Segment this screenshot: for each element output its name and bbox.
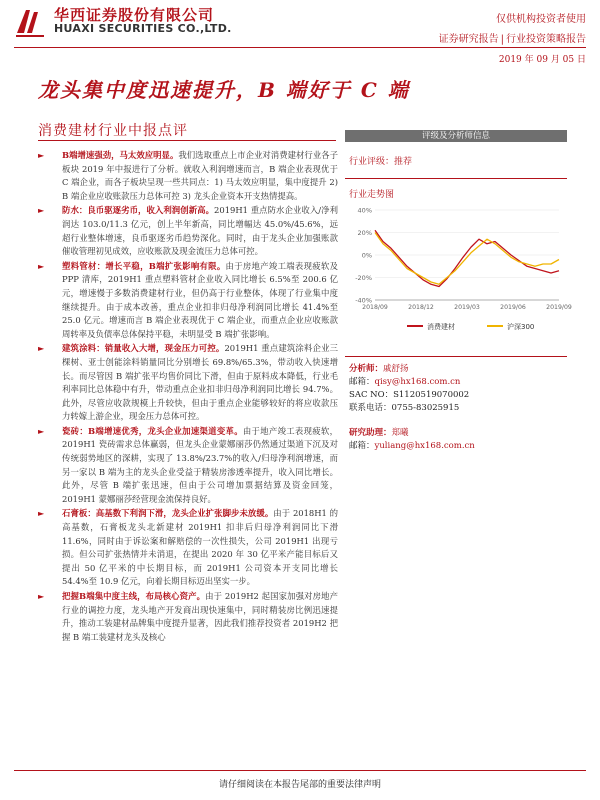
paragraph-highlight: 防水：良币驱逐劣币，收入利润创新高。 [62, 205, 215, 216]
chart-title: 行业走势图 [349, 190, 395, 200]
series-line-industry [375, 230, 559, 286]
paragraph-body: 由于 2019H2 起国家加强对房地产行业的调控力度，龙头地产开发商出现快速集中，同时精装房比例迅速提升，推动工装建材品牌集中度提升显著，因此我们推荐投资者 2019H2 把握 B 端工装建材龙头及核心 [62, 591, 338, 642]
paragraph-body: 由于地产竣工表现疲软，2019H1 瓷砖需求总体赢弱，但龙头企业蒙娜丽莎仍然通过渠道下沉及对传统弱势地区的深耕，实现了 13.8%/23.7%的收入/归母净利润增速，而另一家以 B 端为主的龙头企业受益于精装房渗透率提升，收入同比增长。此外，尽管 B 端扩张迅速，但由于公司增加票据结算及资金回笼，2019H1 蒙娜丽莎经营现金流保持良好。 [62, 425, 338, 504]
analyst-info [345, 363, 567, 453]
paragraph [38, 425, 338, 507]
paragraph-body: 由于 2018H1 的高基数，石膏板龙头北新建材 2019H1 扣非后归母净利润同比下滑 11.6%，同时由于诉讼案和解赔偿的一次性损失，公司 2019H1 出现亏损。但公司扩张热情并未消退，在提出 2020 年 30 亿平米产能目标后又提出 50 亿平米的中长期目标，而 2019H1 公司资本开支同比增长 54.4%至 10.9 亿元，向着长期目标迈出坚实一步。 [62, 508, 338, 587]
paragraph-body: 由于房地产竣工端表现疲软及 PPP 清库，2019H1 重点塑料管材企业收入同比增长 6.5%至 200.6 亿元，增速慢于多数消费建材行业，但仍高于行业整体，体现了行业集中度继续提升。由于成本改善，重点企业扣非归母净利润同比增长 41.4%至 25.0 亿元。增速而言 B 端企业表现优于 C 端企业，而重点企业应收账款周转率及负债率总体保持平稳，未明显受 B 端扩张影响。 [62, 260, 339, 339]
section-title: 消费建材行业中报点评 [38, 123, 188, 139]
company-name-en: HUAXI SECURITIES CO.,LTD. [54, 22, 232, 35]
series-line-index [375, 233, 559, 285]
y-tick-label: 0% [361, 251, 372, 260]
phone-label: 联系电话： [349, 403, 392, 413]
paragraph [38, 260, 338, 342]
y-tick-label: -20% [355, 274, 372, 282]
analyst-email-row [349, 376, 567, 389]
analyst-sac-row [349, 389, 567, 402]
x-tick-label: 2019/03 [454, 304, 480, 311]
y-tick-label: -40% [355, 296, 372, 305]
paragraph [38, 507, 338, 589]
assistant-name: 郑曦 [391, 428, 409, 438]
report-body [38, 149, 338, 645]
report-subtype: 行业投资策略报告 [506, 34, 586, 45]
paragraph-body: 我们选取重点上市企业对消费建材行业各子板块 2019 年中报进行了分析。就收入利润增速而言，B 端企业表现优于 C 端企业，而各子板块呈现一些共同点：1) 马太效应明显，集中度提升 2) B 端企业应收账款压力总体可控 3) 龙头企业资本开支热情提高。 [62, 150, 339, 201]
analyst-phone-row [349, 402, 567, 415]
analyst-label: 分析师： [349, 364, 384, 374]
x-tick-label: 2019/06 [500, 304, 526, 311]
bullet-icon: ► [38, 509, 45, 519]
footer-rule [14, 770, 586, 771]
bullet-icon: ► [38, 261, 45, 271]
x-tick-label: 2018/09 [362, 304, 388, 311]
paragraph [38, 342, 338, 424]
paragraph-body: 2019H1 重点防水企业收入/净利润达 103.0/11.3 亿元，创上半年新高，同比增幅达 45.0%/45.6%，远超行业整体增速，良币驱逐劣币趋势深化。同时，由于龙头企业加强账款催收管理初见成效，应收账款及现金流压力总体可控。 [62, 205, 338, 257]
rating-label: 行业评级： [349, 157, 395, 167]
header-rule [14, 47, 586, 48]
analyst-email[interactable]: qisy@hx168.com.cn [374, 377, 461, 387]
category-separator: | [500, 34, 504, 45]
report-date: 2019 年 09 月 05 日 [498, 55, 586, 65]
paragraph-highlight: B端增速强劲，马太效应明显。 [62, 150, 179, 160]
assistant-label: 研究助理： [349, 428, 392, 438]
bullet-icon: ► [38, 206, 45, 216]
paragraph-body: 2019H1 重点建筑涂料企业三棵树、亚士创能涂料销量同比分别增长 69.8%/65.3%，带动收入快速增长。而尽管因 B 端扩张平均售价同比下滑，但由于原料成本降低，行业毛利率同比总体稳中有升，带动重点企业扣非归母净利润同比增长 94.7%。此外，尽管应收款规模上升较快，但由于重点企业能够较好的将应收款压力转嫁上游企业，现金压力总体可控。 [62, 343, 339, 422]
company-name-cn: 华西证券股份有限公司 [54, 6, 215, 24]
analyst-name: 戚舒扬 [383, 364, 409, 374]
industry-trend-chart [345, 202, 572, 346]
y-tick-label: 20% [357, 229, 372, 237]
report-type: 证券研究报告 [438, 34, 499, 45]
report-title: 龙头集中度迅速提升，B 端好于 C 端 [38, 78, 410, 102]
sac-label: SAC NO： [349, 390, 394, 400]
assistant-email-row [349, 440, 567, 453]
x-tick-label: 2018/12 [408, 304, 434, 311]
legend-label: 沪深300 [507, 323, 535, 331]
legend-label: 消费建材 [427, 323, 455, 331]
bullet-icon: ► [38, 151, 45, 160]
paragraph [38, 149, 338, 203]
audience-note: 仅供机构投资者使用 [496, 14, 586, 25]
industry-rating [345, 142, 567, 168]
assistant-email[interactable]: yuliang@hx168.com.cn [374, 441, 475, 451]
paragraph-highlight: 把握B端集中度主线，布局核心资产。 [62, 591, 206, 601]
company-logo [14, 6, 46, 38]
sidebar-heading: 评级及分析师信息 [345, 130, 567, 142]
y-tick-label: 40% [357, 206, 372, 215]
sidebar [345, 130, 572, 453]
paragraph-highlight: 石膏板：高基数下利润下滑，龙头企业扩张脚步未放缓。 [62, 508, 274, 519]
report-category [439, 30, 586, 45]
paragraph-highlight: 瓷砖：B端增速优秀，龙头企业加速渠道变革。 [62, 425, 243, 436]
analyst-sac: S1120519070002 [393, 390, 470, 400]
section-rule [38, 140, 336, 141]
x-tick-label: 2019/09 [546, 304, 572, 311]
bullet-icon: ► [38, 344, 45, 354]
sidebar-rule [345, 356, 567, 357]
analyst-phone: 0755-83025915 [391, 403, 460, 413]
legal-notice[interactable]: 请仔细阅读在本报告尾部的重要法律声明 [218, 780, 381, 790]
rating-value: 推荐 [394, 157, 413, 167]
chart-svg [345, 202, 572, 342]
assistant-name-row [349, 427, 567, 440]
paragraph [38, 590, 338, 644]
email-label: 邮箱： [349, 377, 375, 387]
paragraph-highlight: 塑料管材：增长平稳，B端扩张影响有限。 [62, 260, 226, 271]
bullet-icon: ► [38, 426, 45, 436]
paragraph-highlight: 建筑涂料：销量收入大增，现金压力可控。 [62, 343, 225, 354]
paragraph [38, 204, 338, 258]
bullet-icon: ► [38, 592, 45, 601]
email-label: 邮箱： [349, 441, 375, 451]
analyst-name-row [349, 363, 567, 376]
